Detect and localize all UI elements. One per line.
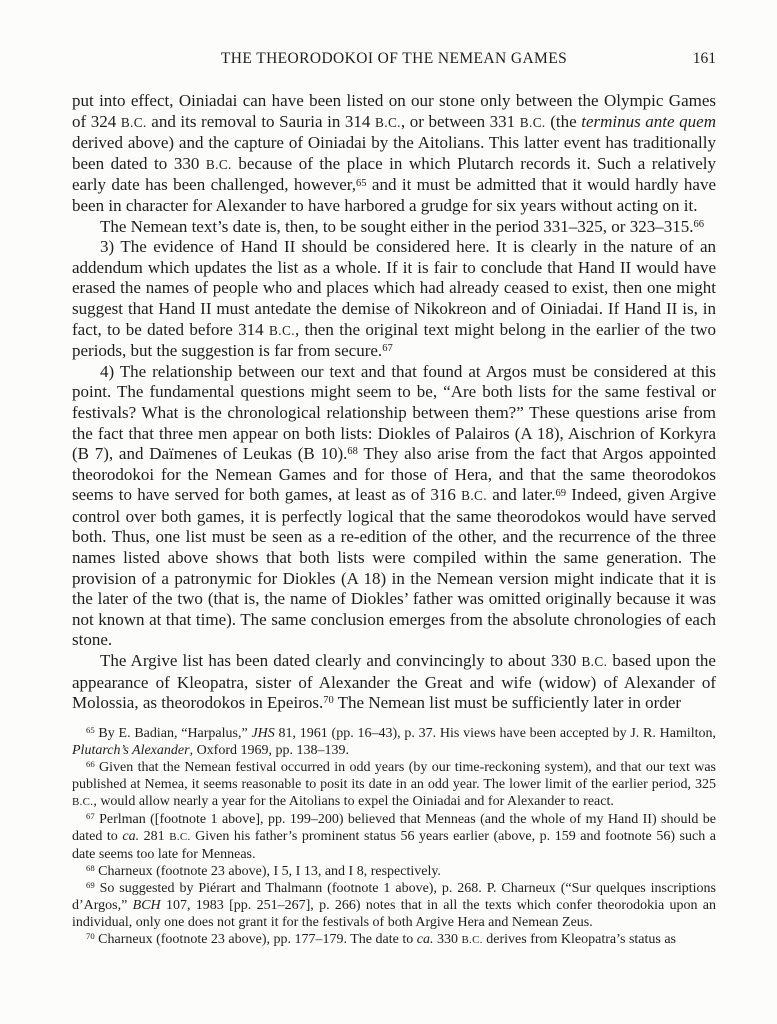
text-run: 4) The relationship between our text and that found at Argos must be considered at this point. The fundamental questions might seem to be, “Are both lists for the same festival or festivals? What is the chronological relationship between them?” These questions arise from the fact that three men appear on both lists: Diokles of Palairos (A 18), Aischrion of Korkyra (B 7), and Daïmenes of Leukas (B 10).: [72, 361, 716, 464]
italic-text-run: BCH: [132, 897, 161, 913]
text-run: The Nemean text’s date is, then, to be sought either in the period 331–325, or 323–315.: [100, 216, 694, 236]
text-run: 281: [139, 828, 170, 844]
footnote-ref: 68: [347, 446, 358, 458]
footnote-ref: 66: [693, 218, 704, 230]
footnotes: [72, 725, 716, 949]
footnote-ref: 65: [86, 724, 95, 735]
footnote-ref: 70: [86, 930, 95, 941]
text-run: The Argive list has been dated clearly and convincingly to about 330: [100, 651, 582, 671]
footnote-ref: 65: [355, 177, 367, 189]
footnote-ref: 69: [555, 487, 567, 499]
footnote-ref: 67: [86, 810, 95, 821]
running-title: THE THEORODOKOI OF THE NEMEAN GAMES: [220, 50, 568, 67]
text-run: Perlman ([footnote 1 above], pp. 199–200) believed that Menneas (and the whole of my Hand II) should be dated to: [72, 811, 716, 844]
footnote-ref: 68: [86, 862, 95, 873]
text-run: , Oxford 1969, pp. 138–139.: [189, 742, 349, 758]
footnote: [72, 759, 716, 811]
body-paragraph: [72, 91, 716, 217]
text-block: [72, 50, 716, 949]
text-run: and its removal to Sauria in 314: [146, 111, 375, 131]
running-header: [72, 50, 716, 70]
text-run: Given his father’s prominent status 56 years earlier (above, p. 159 and footnote 56) such a date seems too late for Menneas.: [72, 828, 716, 862]
body-paragraph: [72, 362, 716, 651]
body-paragraph: [72, 237, 716, 362]
smallcaps-text-run: B.C.: [461, 933, 483, 946]
footnote-ref: 67: [382, 343, 393, 355]
italic-text-run: JHS: [251, 725, 275, 741]
footnote: [72, 863, 716, 880]
italic-text-run: Plutarch’s Alexander: [72, 742, 190, 758]
text-run: and it must be admitted that it would hardly have been in character for Alexander to have harbored a grudge for six years without acting on it.: [72, 175, 716, 215]
footnote: [72, 880, 716, 931]
smallcaps-text-run: B.C.: [72, 795, 94, 808]
smallcaps-text-run: B.C.: [205, 156, 232, 172]
text-run: So suggested by Piérart and Thalmann (footnote 1 above), p. 268. P. Charneux (“Sur quelques inscriptions d’Argos,”: [72, 880, 716, 913]
footnote-ref: 66: [86, 758, 95, 769]
body-paragraph: [72, 217, 716, 238]
text-run: 3) The evidence of Hand II should be considered here. It is clearly in the nature of an addendum which updates the list as a whole. If it is fair to conclude that Hand II would have erased the names of people who and places which had already ceased to exist, then one might suggest that Hand II must antedate the demise of Nikokreon and of Oiniadai. If Hand II is, in fact, to be dated before 314: [72, 237, 716, 339]
smallcaps-text-run: B.C.: [120, 114, 147, 130]
text-run: Indeed, given Argive control over both games, it is perfectly logical that the same theorodokos would have served both. Thus, one list must be seen as a re-edition of the other, and the recurrence of the three names listed above shows that both lists were compiled within the same generation. The provision of a patronymic for Diokles (A 18) in the Nemean version might indicate that it is the later of the two (that is, the name of Diokles’ father was omitted originally because it was not known at that time). The same conclusion emerges from the absolute chronologies of each stone.: [72, 485, 717, 650]
text-run: , then the original text might belong in the earlier of the two periods, but the suggestion is far from secure.: [72, 319, 716, 361]
text-run: 81, 1961 (pp. 16–43), p. 37. His views have been accepted by J. R. Hamilton,: [274, 725, 716, 741]
footnote-ref: 70: [323, 695, 334, 707]
smallcaps-text-run: B.C.: [519, 114, 546, 130]
text-run: and later.: [486, 485, 556, 505]
text-run: (the: [545, 111, 582, 131]
text-run: Given that the Nemean festival occurred in odd years (by our time-reckoning system), and that our text was published at Nemea, it seems reasonable to posit its date in an odd year. The lower limit of the earlier period, 325: [72, 759, 716, 792]
text-run: put into effect, Oiniadai can have been listed on our stone only between the Olympic Games of 324: [72, 91, 716, 131]
text-run: They also arise from the fact that Argos appointed theorodokoi for the Nemean Games and for those of Hera, and that the same theorodokos seems to have served for both games, at least as of 316: [72, 444, 716, 505]
italic-text-run: ca.: [416, 931, 434, 947]
text-run: based upon the appearance of Kleopatra, sister of Alexander the Great and wife (widow) of Alexander of Molossia, as theorodokos in Epeiros.: [72, 651, 716, 713]
smallcaps-text-run: B.C.: [375, 114, 401, 130]
footnote-ref: 69: [86, 879, 95, 890]
body-text: [72, 91, 716, 714]
text-run: , or between 331: [400, 111, 520, 131]
body-paragraph: [72, 651, 716, 714]
smallcaps-text-run: B.C.: [461, 488, 487, 504]
text-run: The Nemean list must be sufficiently later in order: [333, 693, 682, 713]
text-run: By E. Badian, “Harpalus,”: [94, 725, 252, 741]
footnote: [72, 725, 716, 759]
text-run: , would allow nearly a year for the Aitolians to expel the Oiniadai and for Alexander to react.: [93, 793, 614, 809]
smallcaps-text-run: B.C.: [269, 322, 295, 338]
text-run: Charneux (footnote 23 above), pp. 177–179. The date to: [94, 931, 417, 947]
text-run: 107, 1983 [pp. 251–267], p. 266) notes that in all the texts which confer theorodokia upon an individual, only one does not grant it for the festivals of both Argive Hera and Nemean Zeus.: [72, 897, 717, 930]
text-run: derived above) and the capture of Oiniadai by the Aitolians. This latter event has traditionally been dated to 330: [72, 133, 716, 173]
footnote: [72, 811, 716, 863]
text-run: because of the place in which Plutarch records it. Such a relatively early date has been challenged, however,: [72, 153, 716, 195]
smallcaps-text-run: B.C.: [581, 654, 608, 670]
italic-text-run: terminus ante quem: [581, 111, 716, 131]
italic-text-run: ca.: [122, 828, 140, 844]
text-run: derives from Kleopatra’s status as: [482, 931, 676, 947]
smallcaps-text-run: B.C.: [169, 830, 191, 843]
page-number: 161: [692, 50, 716, 67]
text-run: 330: [433, 931, 462, 947]
footnote: [72, 931, 716, 949]
text-run: Charneux (footnote 23 above), I 5, I 13, and I 8, respectively.: [94, 863, 441, 879]
